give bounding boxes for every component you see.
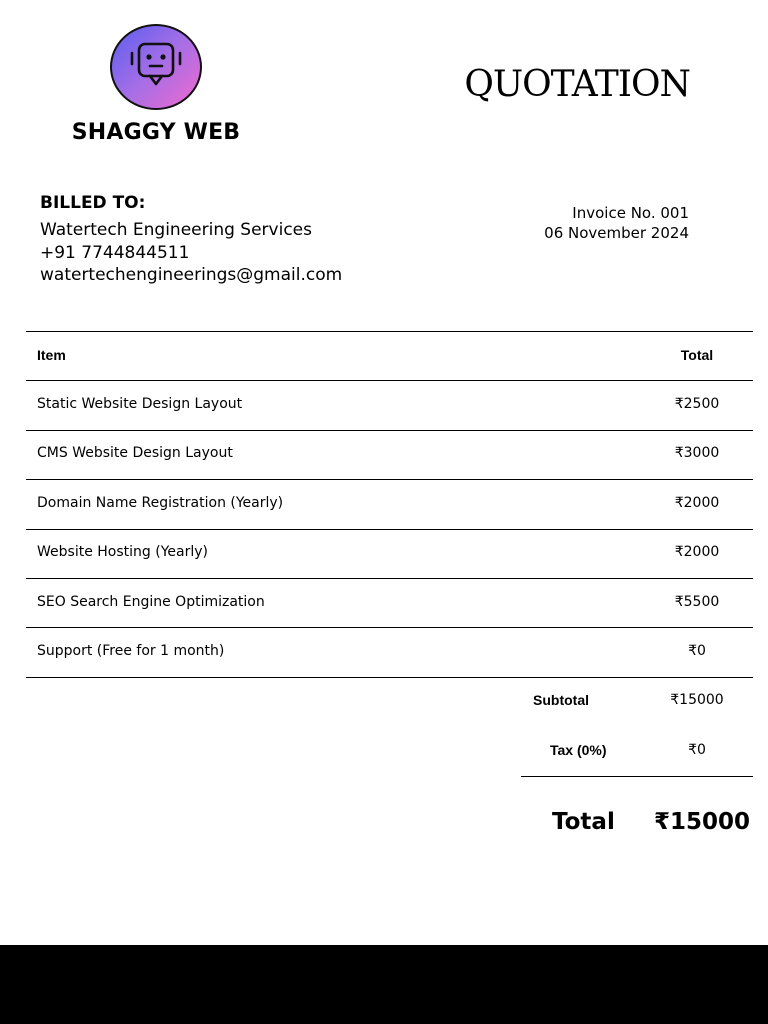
subtotal-value: ₹15000 <box>670 692 724 708</box>
grand-total-label: Total <box>552 809 615 835</box>
row-divider <box>26 529 753 530</box>
brand-name: SHAGGY WEB <box>71 120 241 145</box>
grand-total-value: ₹15000 <box>654 809 751 835</box>
robot-chat-icon <box>112 26 200 108</box>
subtotal-label: Subtotal <box>533 692 589 708</box>
row-divider <box>26 430 753 431</box>
table-row-item: Static Website Design Layout <box>37 396 243 412</box>
table-row-item: CMS Website Design Layout <box>37 445 233 461</box>
row-divider <box>26 479 753 480</box>
tax-label: Tax (0%) <box>550 742 607 758</box>
table-row-total: ₹2000 <box>674 544 720 560</box>
row-divider <box>26 578 753 579</box>
billed-email: watertechengineerings@gmail.com <box>40 265 343 285</box>
table-top-rule <box>26 331 753 332</box>
billed-to-label: BILLED TO: <box>40 193 146 213</box>
table-row-total: ₹5500 <box>674 594 720 610</box>
invoice-number: Invoice No. 001 <box>572 204 689 222</box>
document-title: QUOTATION <box>464 64 690 105</box>
table-bottom-rule <box>26 677 753 678</box>
table-row-item: Support (Free for 1 month) <box>37 643 225 659</box>
table-row-total: ₹2000 <box>674 495 720 511</box>
billed-company: Watertech Engineering Services <box>40 220 312 240</box>
table-row-total: ₹2500 <box>674 396 720 412</box>
table-row-total: ₹0 <box>688 643 706 659</box>
table-row-item: SEO Search Engine Optimization <box>37 594 265 610</box>
column-header-total: Total <box>680 347 714 363</box>
tax-value: ₹0 <box>688 742 706 758</box>
logo <box>110 24 202 110</box>
table-row-total: ₹3000 <box>674 445 720 461</box>
table-header-rule <box>26 380 753 381</box>
summary-rule <box>521 776 753 777</box>
table-row-item: Website Hosting (Yearly) <box>37 544 208 560</box>
table-row-item: Domain Name Registration (Yearly) <box>37 495 284 511</box>
row-divider <box>26 627 753 628</box>
billed-phone: +91 7744844511 <box>40 243 190 263</box>
column-header-item: Item <box>37 347 66 363</box>
footer-bar <box>0 945 768 1024</box>
invoice-date: 06 November 2024 <box>544 224 689 242</box>
